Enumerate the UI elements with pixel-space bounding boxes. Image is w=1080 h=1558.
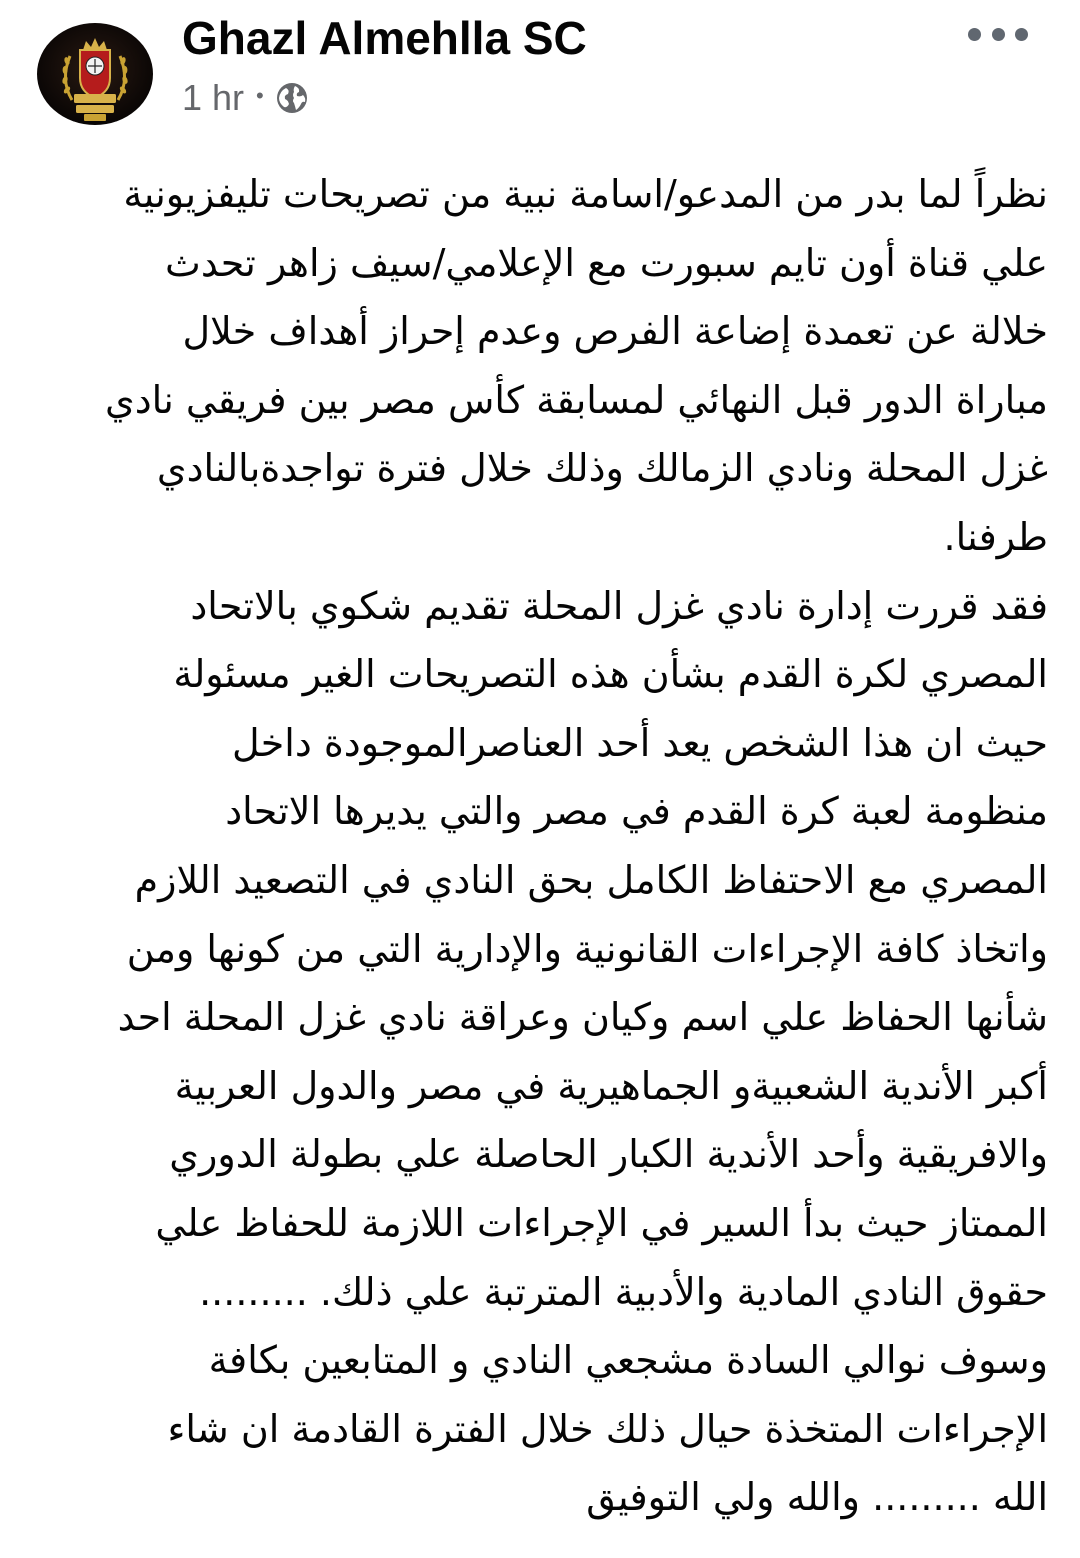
post-text-line: خلالة عن تعمدة إضاعة الفرص وعدم إحراز أهداف خلال bbox=[182, 309, 1048, 354]
more-dot bbox=[1015, 28, 1028, 41]
post-text-line: شأنها الحفاظ علي اسم وكيان وعراقة نادي غزل المحلة احد bbox=[117, 995, 1048, 1040]
more-dot bbox=[992, 28, 1005, 41]
post-meta bbox=[182, 76, 310, 120]
post-text-line: الإجراءات المتخذة حيال ذلك خلال الفترة القادمة ان شاء bbox=[167, 1406, 1048, 1451]
post-header bbox=[0, 0, 1080, 140]
post-text-line: وسوف نوالي السادة مشجعي النادي و المتابعين بكافة bbox=[208, 1338, 1048, 1383]
more-horizontal-icon[interactable] bbox=[968, 14, 1028, 54]
globe-icon[interactable] bbox=[274, 80, 310, 116]
post-text-line: نظراً لما بدر من المدعو/اسامة نبية من تصريحات تليفزيونية bbox=[123, 172, 1048, 216]
post-text-line: فقد قررت إدارة نادي غزل المحلة تقديم شكوي بالاتحاد bbox=[190, 583, 1048, 628]
post-text-line: مباراة الدور قبل النهائي لمسابقة كأس مصر بين فريقي نادي bbox=[105, 377, 1048, 422]
post-text-line: علي قناة أون تايم سبورت مع الإعلامي/سيف زاهر تحدث bbox=[165, 240, 1048, 285]
post-text-line: الممتاز حيث بدأ السير في الإجراءات اللازمة للحفاظ علي bbox=[155, 1200, 1048, 1245]
page-name-link[interactable]: Ghazl Almehlla SC bbox=[182, 12, 587, 64]
post-timestamp[interactable]: 1 hr bbox=[182, 77, 245, 118]
post-text-line: المصري مع الاحتفاظ الكامل بحق النادي في التصعيد اللازم bbox=[134, 857, 1048, 902]
post-text bbox=[30, 160, 1048, 1532]
post-text-line: حيث ان هذا الشخص يعد أحد العناصرالموجودة داخل bbox=[232, 720, 1048, 765]
post-text-line: المصري لكرة القدم بشأن هذه التصريحات الغير مسئولة bbox=[173, 652, 1048, 697]
post-text-line: حقوق النادي المادية والأدبية المترتبة علي ذلك. ......... bbox=[199, 1269, 1048, 1314]
page-avatar[interactable] bbox=[36, 22, 154, 126]
meta-separator: • bbox=[256, 83, 264, 108]
post-text-line: غزل المحلة ونادي الزمالك وذلك خلال فترة تواجدةبالنادي bbox=[156, 446, 1048, 491]
post-text-line: واتخاذ كافة الإجراءات القانونية والإدارية التي من كونها ومن bbox=[126, 926, 1048, 971]
post-text-line: الله ......... والله ولي التوفيق bbox=[586, 1475, 1048, 1520]
post-text-line: منظومة لعبة كرة القدم في مصر والتي يديرها الاتحاد bbox=[225, 789, 1048, 834]
post-text-line: أكبر الأندية الشعبيةو الجماهيرية في مصر والدول العربية bbox=[174, 1063, 1048, 1108]
post-text-line: طرفنا. bbox=[943, 514, 1048, 559]
club-crest-logo bbox=[36, 22, 154, 126]
post-text-line: والافريقية وأحد الأندية الكبار الحاصلة علي بطولة الدوري bbox=[169, 1132, 1048, 1177]
more-dot bbox=[968, 28, 981, 41]
